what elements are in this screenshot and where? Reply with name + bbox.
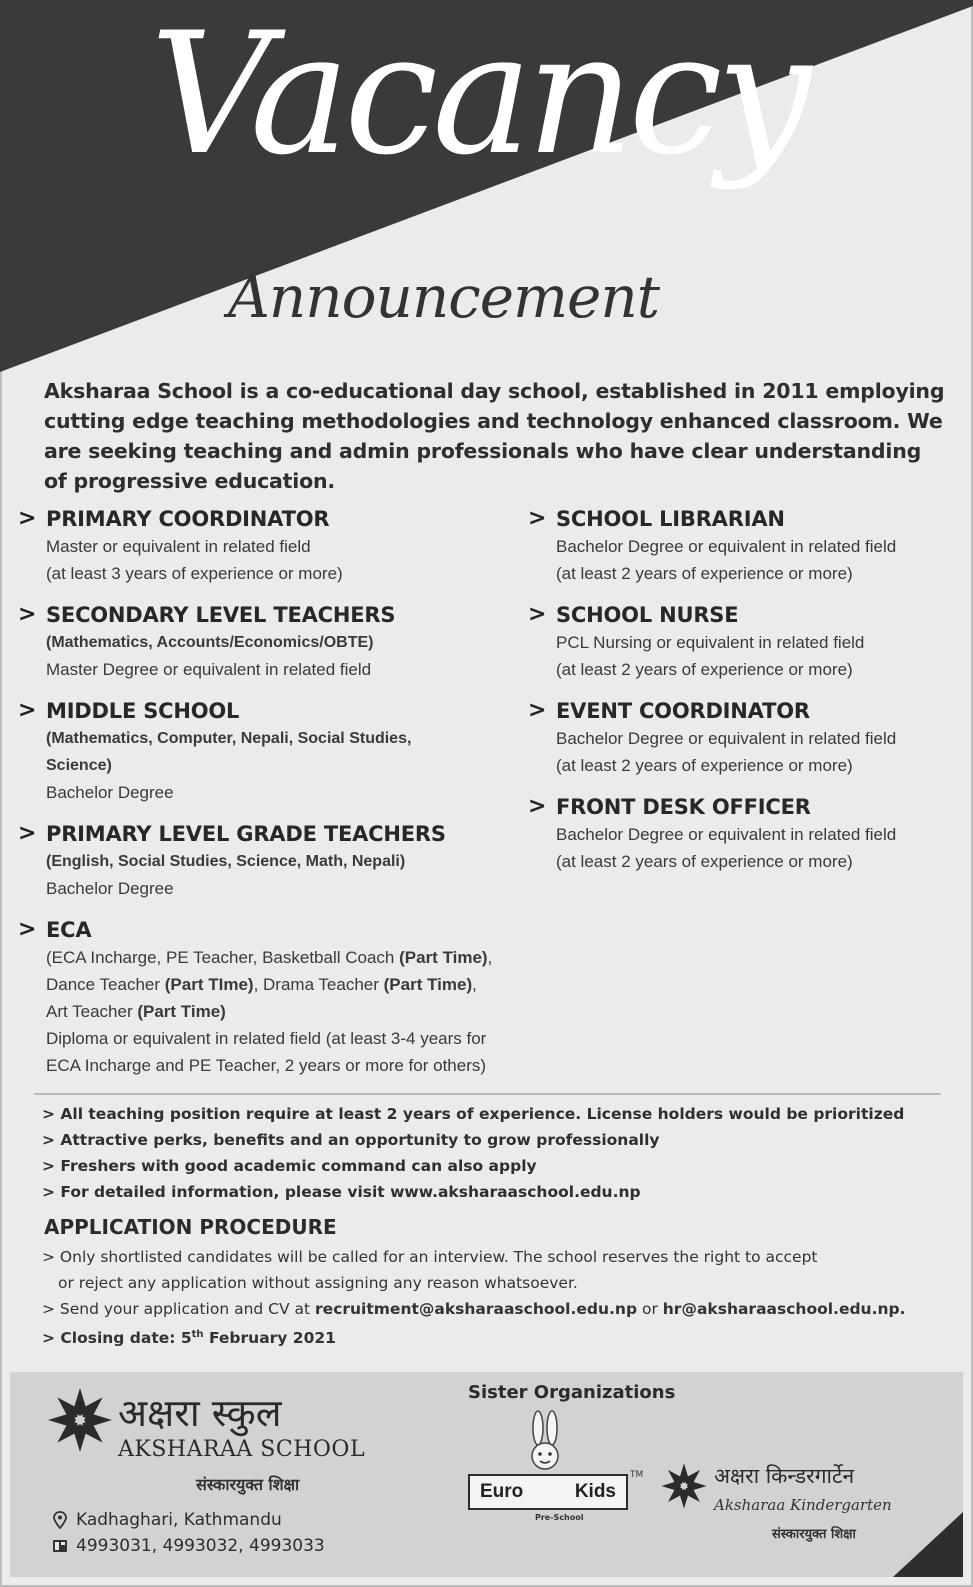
eca-roles-line-2: Dance Teacher (Part TIme), Drama Teacher (Part Time), [46, 975, 477, 994]
chevron-right-icon: > [18, 698, 37, 723]
title-vacancy: Vacancy [150, 0, 806, 192]
note-item: > All teaching position require at least 2 years of experience. License holders would be prioritized [42, 1105, 905, 1123]
job-front-desk-officer [528, 793, 958, 875]
job-experience: (at least 2 years of experience or more) [556, 660, 853, 679]
chevron-right-icon: > [18, 917, 37, 942]
eurokids-kids: Kids [574, 1481, 616, 1502]
kindergarten-name-devanagari: अक्षरा किन्डरगार्टेन [714, 1464, 855, 1488]
phone-numbers: 4993031, 4993032, 4993033 [76, 1536, 325, 1556]
job-primary-grade-teachers [18, 820, 538, 902]
chevron-right-icon: > [528, 794, 547, 819]
right-job-column [528, 505, 958, 889]
job-requirement: Master or equivalent in related field [46, 537, 311, 556]
procedure-shortlist-cont: or reject any application without assigning any reason whatsoever. [58, 1274, 578, 1292]
notes-list [42, 1101, 952, 1205]
job-experience: (at least 2 years of experience or more) [556, 564, 853, 583]
job-requirement: Bachelor Degree [46, 879, 174, 898]
job-title: SCHOOL NURSE [556, 603, 739, 627]
note-item-website: > For detailed information, please visit www.aksharaaschool.edu.np [42, 1183, 641, 1201]
procedure-send: > Send your application and CV at recruitment@aksharaaschool.edu.np or hr@aksharaaschool.edu.np. [42, 1300, 906, 1318]
kindergarten-name: Aksharaa Kindergarten [714, 1496, 892, 1514]
school-tagline: संस्कारयुक्त शिक्षा [196, 1475, 300, 1494]
kindergarten-star-logo-icon [660, 1462, 708, 1510]
job-experience: (at least 2 years of experience or more) [556, 756, 853, 775]
address-row [52, 1507, 325, 1533]
job-secondary-teachers [18, 601, 538, 683]
eca-qualification-2: ECA Incharge and PE Teacher, 2 years or more for others) [46, 1056, 487, 1075]
job-title: PRIMARY COORDINATOR [46, 507, 330, 531]
job-title: SCHOOL LIBRARIAN [556, 507, 785, 531]
aksharaa-star-logo-icon [46, 1386, 114, 1454]
job-experience: (at least 3 years of experience or more) [46, 564, 343, 583]
bunny-mascot-icon [527, 1410, 563, 1480]
closing-date: > Closing date: 5th February 2021 [42, 1329, 336, 1348]
application-procedure [42, 1244, 952, 1351]
contact-block [52, 1507, 325, 1559]
job-experience: (at least 2 years of experience or more) [556, 852, 853, 871]
address-text: Kadhaghari, Kathmandu [76, 1510, 282, 1530]
job-title: MIDDLE SCHOOL [46, 699, 240, 723]
job-title: FRONT DESK OFFICER [556, 795, 811, 819]
application-procedure-title: APPLICATION PROCEDURE [44, 1215, 337, 1239]
location-pin-icon [52, 1511, 68, 1529]
title-announcement: Announcement [228, 263, 660, 331]
phone-icon [52, 1538, 68, 1554]
job-requirement: PCL Nursing or equivalent in related field [556, 633, 865, 652]
eurokids-trademark: TM [630, 1470, 644, 1480]
kindergarten-tagline: संस्कारयुक्त शिक्षा [772, 1527, 856, 1542]
job-subjects: (English, Social Studies, Science, Math, Nepali) [46, 853, 406, 870]
job-title: PRIMARY LEVEL GRADE TEACHERS [46, 822, 446, 846]
chevron-right-icon: > [18, 821, 37, 846]
note-item: > Attractive perks, benefits and an opportunity to grow professionally [42, 1131, 660, 1149]
job-title: EVENT COORDINATOR [556, 699, 810, 723]
school-name-devanagari: अक्षरा स्कुल [118, 1391, 282, 1435]
chevron-right-icon: > [528, 602, 547, 627]
left-job-column [18, 505, 538, 1093]
job-requirement: Bachelor Degree or equivalent in related field [556, 825, 897, 844]
chevron-right-icon: > [18, 506, 37, 531]
procedure-shortlist: > Only shortlisted candidates will be called for an interview. The school reserves the right to accept [42, 1248, 818, 1266]
job-middle-school [18, 697, 538, 806]
chevron-right-icon: > [528, 506, 547, 531]
intro-paragraph: Aksharaa School is a co-educational day school, established in 2011 employing cutting edge teaching methodologies and technology enhanced classroom. We are seeking teaching and admin professionals who have clear understanding of progressive education. [44, 379, 945, 493]
hr-email[interactable]: hr@aksharaaschool.edu.np. [662, 1300, 906, 1318]
school-name: AKSHARAA SCHOOL [118, 1437, 366, 1462]
eurokids-subtitle: Pre-School [535, 1513, 584, 1522]
section-divider [34, 1093, 941, 1095]
phone-row [52, 1533, 325, 1559]
eurokids-logo [468, 1474, 628, 1510]
chevron-right-icon: > [18, 602, 37, 627]
chevron-right-icon: > [528, 698, 547, 723]
job-eca [18, 916, 538, 1079]
note-item: > Freshers with good academic command can also apply [42, 1157, 537, 1175]
job-requirement: Bachelor Degree or equivalent in related field [556, 729, 897, 748]
job-requirement: Master Degree or equivalent in related field [46, 660, 372, 679]
job-school-librarian [528, 505, 958, 587]
job-school-nurse [528, 601, 958, 683]
eca-roles-line-1: (ECA Incharge, PE Teacher, Basketball Coach (Part Time), [46, 948, 493, 967]
job-subjects: (Mathematics, Computer, Nepali, Social Studies, Science) [46, 730, 412, 774]
eca-qualification-1: Diploma or equivalent in related field (at least 3-4 years for [46, 1029, 487, 1048]
job-requirement: Bachelor Degree [46, 783, 174, 802]
job-requirement: Bachelor Degree or equivalent in related field [556, 537, 897, 556]
job-event-coordinator [528, 697, 958, 779]
eca-roles-line-3: Art Teacher (Part Time) [46, 1002, 226, 1021]
sister-organizations-title: Sister Organizations [468, 1382, 676, 1403]
job-title: SECONDARY LEVEL TEACHERS [46, 603, 396, 627]
eurokids-euro: Euro [480, 1481, 524, 1502]
job-primary-coordinator [18, 505, 538, 587]
job-title: ECA [46, 918, 92, 942]
corner-triangle [893, 1512, 963, 1577]
recruitment-email[interactable]: recruitment@aksharaaschool.edu.np [315, 1300, 638, 1318]
job-subjects: (Mathematics, Accounts/Economics/OBTE) [46, 634, 374, 651]
